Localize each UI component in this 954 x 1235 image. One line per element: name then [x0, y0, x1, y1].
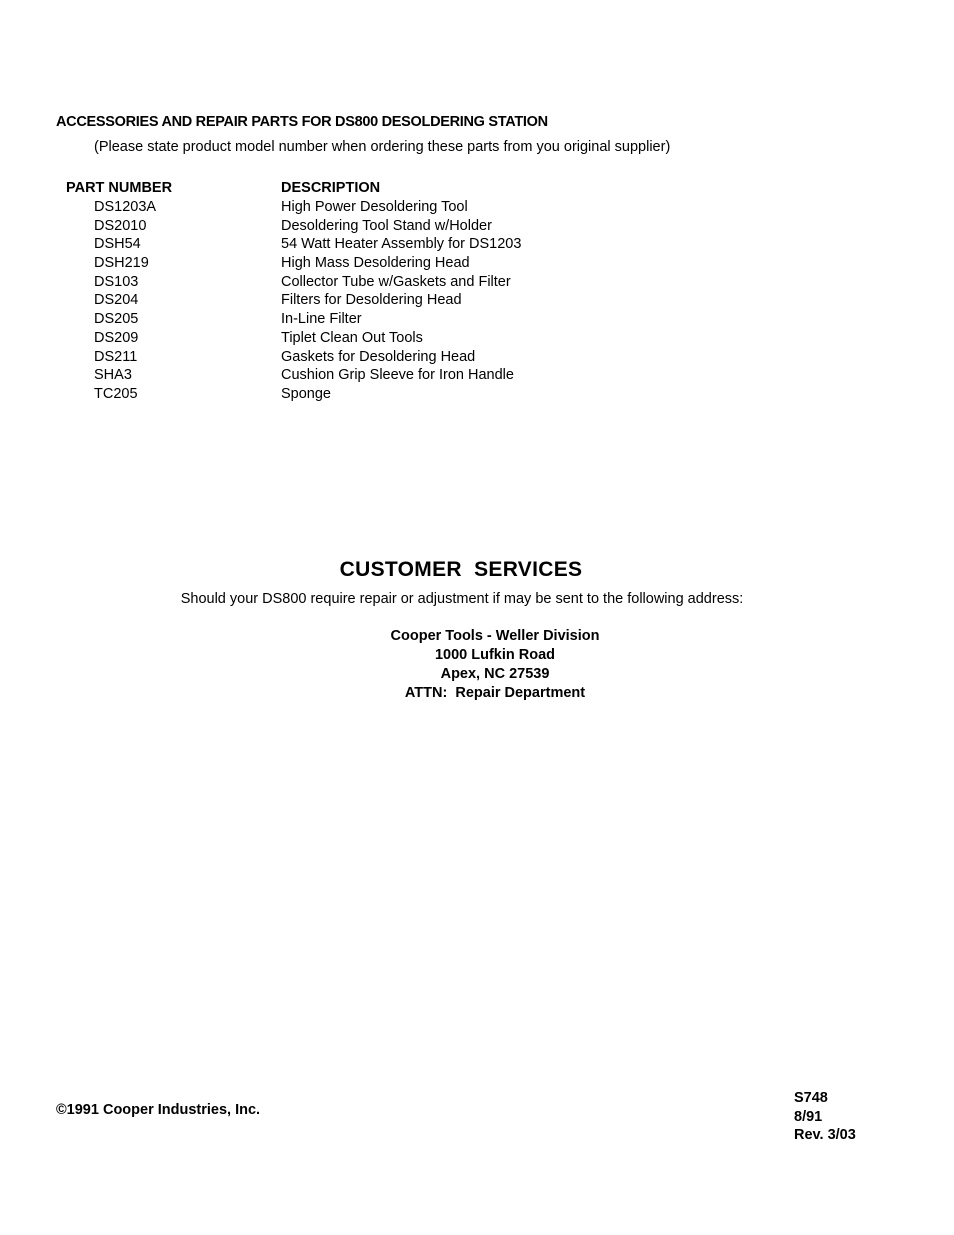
description-cell: High Mass Desoldering Head [281, 255, 470, 272]
table-row [0, 366, 954, 385]
document-date: 8/91 [794, 1108, 823, 1125]
table-row [0, 235, 954, 254]
description-cell: Desoldering Tool Stand w/Holder [281, 217, 492, 234]
part-number-cell: SHA3 [94, 367, 132, 384]
parts-table [0, 198, 954, 404]
ordering-note: (Please state product model number when ordering these parts from you original supplier) [94, 139, 671, 155]
address-line: ATTN: Repair Department [404, 685, 586, 701]
table-row [0, 198, 954, 217]
table-row [0, 291, 954, 310]
description-header: DESCRIPTION [281, 180, 381, 196]
table-row [0, 254, 954, 273]
part-number-cell: DS209 [94, 329, 139, 346]
part-number-cell: DS204 [94, 292, 139, 309]
table-row [0, 273, 954, 292]
part-number-cell: DS205 [94, 311, 139, 328]
document-revision: Rev. 3/03 [794, 1127, 856, 1144]
address-line: Apex, NC 27539 [440, 666, 550, 682]
description-cell: Sponge [281, 385, 331, 402]
part-number-cell: DS2010 [94, 217, 147, 234]
address-line: 1000 Lufkin Road [434, 647, 556, 663]
page-heading: ACCESSORIES AND REPAIR PARTS FOR DS800 DESOLDERING STATION [56, 114, 548, 130]
table-row [0, 348, 954, 367]
table-row [0, 385, 954, 404]
part-number-cell: DS211 [94, 348, 138, 365]
description-cell: Cushion Grip Sleeve for Iron Handle [281, 367, 514, 384]
part-number-cell: DSH219 [94, 255, 149, 272]
description-cell: In-Line Filter [281, 311, 362, 328]
description-cell: 54 Watt Heater Assembly for DS1203 [281, 236, 522, 253]
part-number-cell: DS1203A [94, 199, 157, 215]
description-cell: Collector Tube w/Gaskets and Filter [281, 273, 511, 290]
repair-address [0, 627, 954, 703]
table-row [0, 329, 954, 348]
part-number-cell: DS103 [94, 273, 139, 290]
part-number-cell: TC205 [94, 385, 138, 402]
table-row [0, 217, 954, 236]
document-number: S748 [794, 1090, 828, 1106]
description-cell: Tiplet Clean Out Tools [281, 329, 423, 346]
document-codes [794, 1089, 856, 1145]
customer-services-title: CUSTOMER SERVICES [339, 558, 583, 581]
copyright-notice: ©1991 Cooper Industries, Inc. [56, 1102, 261, 1118]
address-line: Cooper Tools - Weller Division [390, 628, 600, 644]
description-cell: Filters for Desoldering Head [281, 292, 462, 309]
part-number-header: PART NUMBER [66, 180, 173, 196]
customer-services-text: Should your DS800 require repair or adjustment if may be sent to the following address: [180, 591, 744, 607]
description-cell: Gaskets for Desoldering Head [281, 348, 476, 365]
description-cell: High Power Desoldering Tool [281, 199, 468, 215]
part-number-cell: DSH54 [94, 236, 141, 253]
table-row [0, 310, 954, 329]
